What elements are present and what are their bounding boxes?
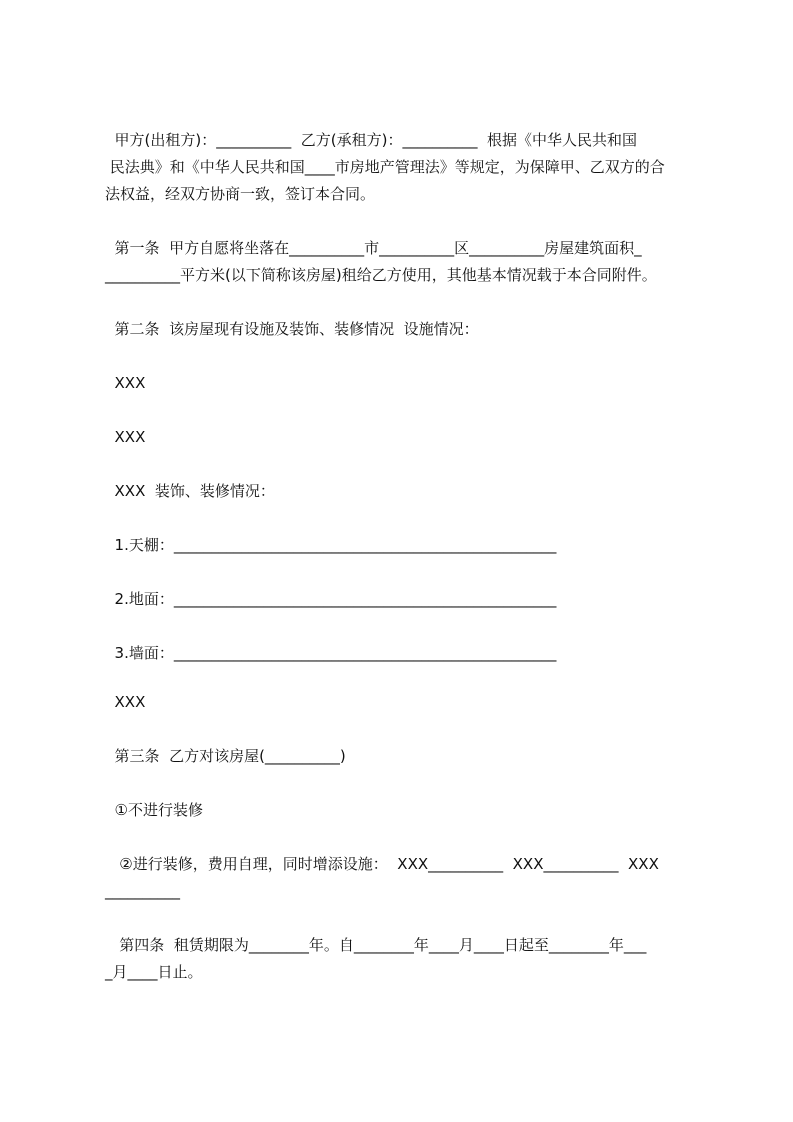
intro-line-2: 民法典》和《中华人民共和国____市房地产管理法》等规定，为保障甲、乙双方的合: [105, 158, 665, 176]
intro-line-1: 甲方(出租方)：__________ 乙方(承租方)：__________ 根据《中华人民共和国: [105, 131, 638, 149]
article-1-line-2: __________平方米(以下简称该房屋)租给乙方使用，其他基本情况载于本合同附件。: [105, 266, 657, 284]
option-decoration: ②进行装修，费用自理，同时增添设施： XXX__________ XXX__________ XXX: [105, 855, 659, 873]
option-no-decoration: ①不进行装修: [105, 801, 203, 819]
article-4-line-2: _月____日止。: [105, 963, 203, 981]
article-2-heading: 第二条 该房屋现有设施及装饰、装修情况 设施情况：: [105, 320, 479, 338]
article-4-line-1: 第四条 租赁期限为________年。自________年____月____日起至________年___: [105, 936, 647, 954]
article-1-line-1: 第一条 甲方自愿将坐落在__________市__________区__________房屋建筑面积_: [105, 239, 642, 257]
intro-line-3: 法权益，经双方协商一致，签订本合同。: [105, 185, 376, 203]
floor-line: 2.地面：___________________________________________________: [105, 590, 557, 608]
ceiling-line: 1.天棚：___________________________________________________: [105, 536, 557, 554]
wall-line: 3.墙面：___________________________________________________: [105, 644, 557, 662]
decoration-item: XXX: [105, 693, 146, 711]
facility-item-1: XXX: [105, 374, 146, 392]
facility-item-2: XXX: [105, 428, 146, 446]
article-3-heading: 第三条 乙方对该房屋(__________): [105, 747, 346, 765]
option-decoration-cont: __________: [105, 882, 180, 900]
decoration-heading: XXX 装饰、装修情况：: [105, 482, 275, 500]
